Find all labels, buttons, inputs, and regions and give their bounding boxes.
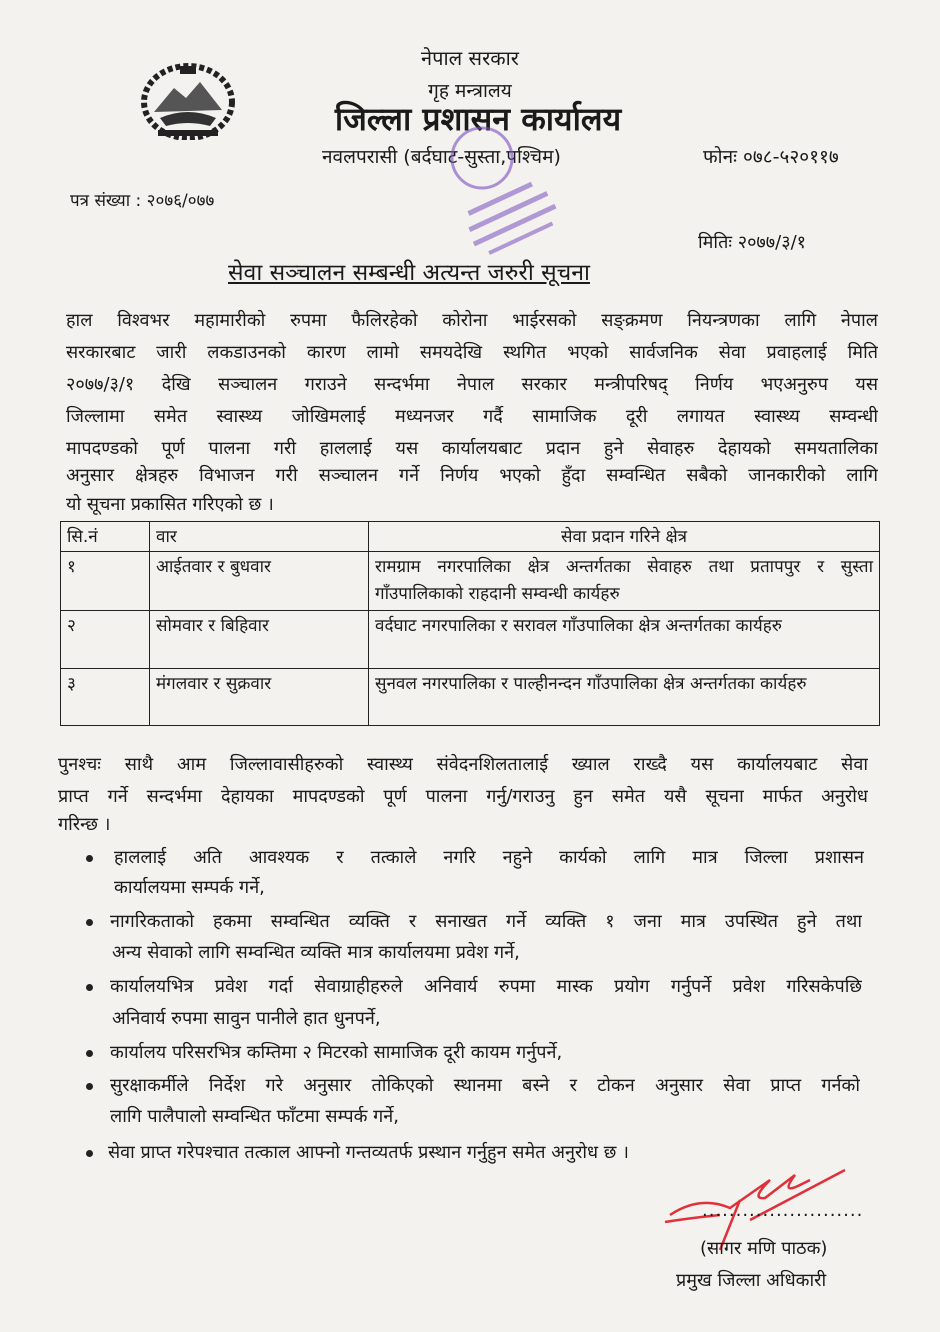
bullet-icon (86, 1050, 93, 1057)
table-row (61, 552, 880, 611)
postscript-line: पुनश्चः साथै आम जिल्लावासीहरुको स्वास्थ्य संवेदनशिलतालाई ख्याल राख्दै यस कार्यालयबाट सेवा (58, 754, 868, 775)
cell-sn: १ (61, 552, 150, 611)
bullet-icon (86, 855, 93, 862)
cell-day: आईतवार र बुधवार (150, 552, 369, 611)
cell-day: मंगलवार र सुक्रवार (150, 669, 369, 726)
guideline-line: नागरिकताको हकमा सम्वन्धित व्यक्ति र सनाखत गर्ने व्यक्ति १ जना मात्र उपस्थित हुने तथा (110, 911, 862, 932)
office-location: नवलपरासी (बर्दघाट-सुस्ता,पश्चिम) (322, 146, 561, 168)
header-day: वार (150, 522, 369, 552)
letter-date: मितिः २०७७/३/१ (698, 232, 806, 253)
office-name: जिल्ला प्रशासन कार्यालय (334, 100, 622, 138)
header-sn: सि.नं (61, 522, 150, 552)
body-line: सरकारबाट जारी लकडाउनको कारण लामो समयदेखि स्थगित भएको सार्वजनिक सेवा प्रवाहलाई मिति (66, 342, 878, 363)
body-line: यो सूचना प्रकासित गरिएको छ । (66, 494, 274, 515)
guideline-line: लागि पालैपालो सम्वन्धित फाँटमा सम्पर्क गर्ने, (110, 1106, 399, 1127)
postscript-line: प्राप्त गर्ने सन्दर्भमा देहायका मापदण्डको पूर्ण पालना गर्नु/गराउनु हुन समेत यसै सूचना मार्फत अनुरोध (58, 786, 868, 807)
body-line: हाल विश्वभर महामारीको रुपमा फैलिरहेको कोरोना भाईरसको सङ्क्रमण नियन्त्रणका लागि नेपाल (66, 310, 878, 331)
signatory-name: (सागर मणि पाठक) (700, 1238, 828, 1259)
body-line: मापदण्डको पूर्ण पालना गरी हाललाई यस कार्यालयबाट प्रदान हुने सेवाहरु देहायको समयतालिका (66, 438, 878, 459)
table-header-row (61, 522, 880, 552)
table-row (61, 669, 880, 726)
body-line: अनुसार क्षेत्रहरु विभाजन गरी सञ्चालन गर्ने निर्णय भएको हुँदा सम्वन्धित सबैको जानकारीको लागि (66, 465, 878, 486)
office-stamp (440, 118, 580, 258)
guideline-line: अनिवार्य रुपमा सावुन पानीले हात धुनपर्ने, (112, 1008, 381, 1029)
signature-dots: ........................ (702, 1200, 864, 1221)
bullet-icon (86, 984, 93, 991)
cell-service: रामग्राम नगरपालिका क्षेत्र अन्तर्गतका सेवाहरु तथा प्रतापपुर र सुस्ता गाँउपालिकाको राहदानी सम्वन्धी कार्यहरु (369, 552, 880, 611)
bullet-icon (86, 1083, 93, 1090)
guideline-line: सेवा प्राप्त गरेपश्चात तत्काल आफ्नो गन्तव्यतर्फ प्रस्थान गर्नुहुन समेत अनुरोध छ । (108, 1142, 629, 1163)
postscript-line: गरिन्छ । (58, 814, 111, 835)
guideline-line: कार्यालयभित्र प्रवेश गर्दा सेवाग्राहीहरुले अनिवार्य रुपमा मास्क प्रयोग गर्नुपर्ने प्रवेश गरिसकेपछि (110, 976, 862, 997)
body-line: २०७७/३/१ देखि सञ्चालन गराउने सन्दर्भमा नेपाल सरकार मन्त्रीपरिषद् निर्णय भएअनुरुप यस (66, 374, 878, 395)
letter-number: पत्र संख्या : २०७६/०७७ (70, 191, 215, 211)
cell-day: सोमवार र बिहिवार (150, 611, 369, 669)
cell-sn: २ (61, 611, 150, 669)
guideline-line: अन्य सेवाको लागि सम्वन्धित व्यक्ति मात्र कार्यालयमा प्रवेश गर्ने, (112, 942, 520, 963)
notice-title: सेवा सञ्चालन सम्बन्धी अत्यन्त जरुरी सूचना (228, 260, 590, 286)
cell-service: सुनवल नगरपालिका र पाल्हीनन्दन गाँउपालिका क्षेत्र अन्तर्गतका कार्यहरु (369, 669, 880, 726)
bullet-icon (86, 919, 93, 926)
guideline-line: सुरक्षाकर्मीले निर्देश गरे अनुसार तोकिएको स्थानमा बस्ने र टोकन अनुसार सेवा प्राप्त गर्नको (110, 1075, 860, 1096)
ministry-name: गृह मन्त्रालय (428, 80, 512, 102)
guideline-line: हाललाई अति आवश्यक र तत्काले नगरि नहुने कार्यको लागि मात्र जिल्ला प्रशासन (114, 847, 864, 868)
body-line: जिल्लामा समेत स्वास्थ्य जोखिमलाई मध्यनजर गर्दै सामाजिक दूरी लगायत स्वास्थ्य सम्वन्धी (66, 406, 878, 427)
signatory-designation: प्रमुख जिल्ला अधिकारी (676, 1270, 827, 1291)
table-row (61, 611, 880, 669)
guideline-line: कार्यालय परिसरभित्र कम्तिमा २ मिटरको सामाजिक दूरी कायम गर्नुपर्ने, (110, 1042, 563, 1063)
bullet-icon (86, 1150, 93, 1157)
service-schedule-table (60, 521, 880, 726)
guideline-line: कार्यालयमा सम्पर्क गर्ने, (114, 877, 265, 898)
government-name: नेपाल सरकार (421, 46, 519, 70)
header-service: सेवा प्रदान गरिने क्षेत्र (369, 522, 880, 552)
cell-sn: ३ (61, 669, 150, 726)
phone-number: फोनः ०७८-५२०११७ (703, 146, 839, 168)
cell-service: वर्दघाट नगरपालिका र सरावल गाँउपालिका क्षेत्र अन्तर्गतका कार्यहरु (369, 611, 880, 669)
